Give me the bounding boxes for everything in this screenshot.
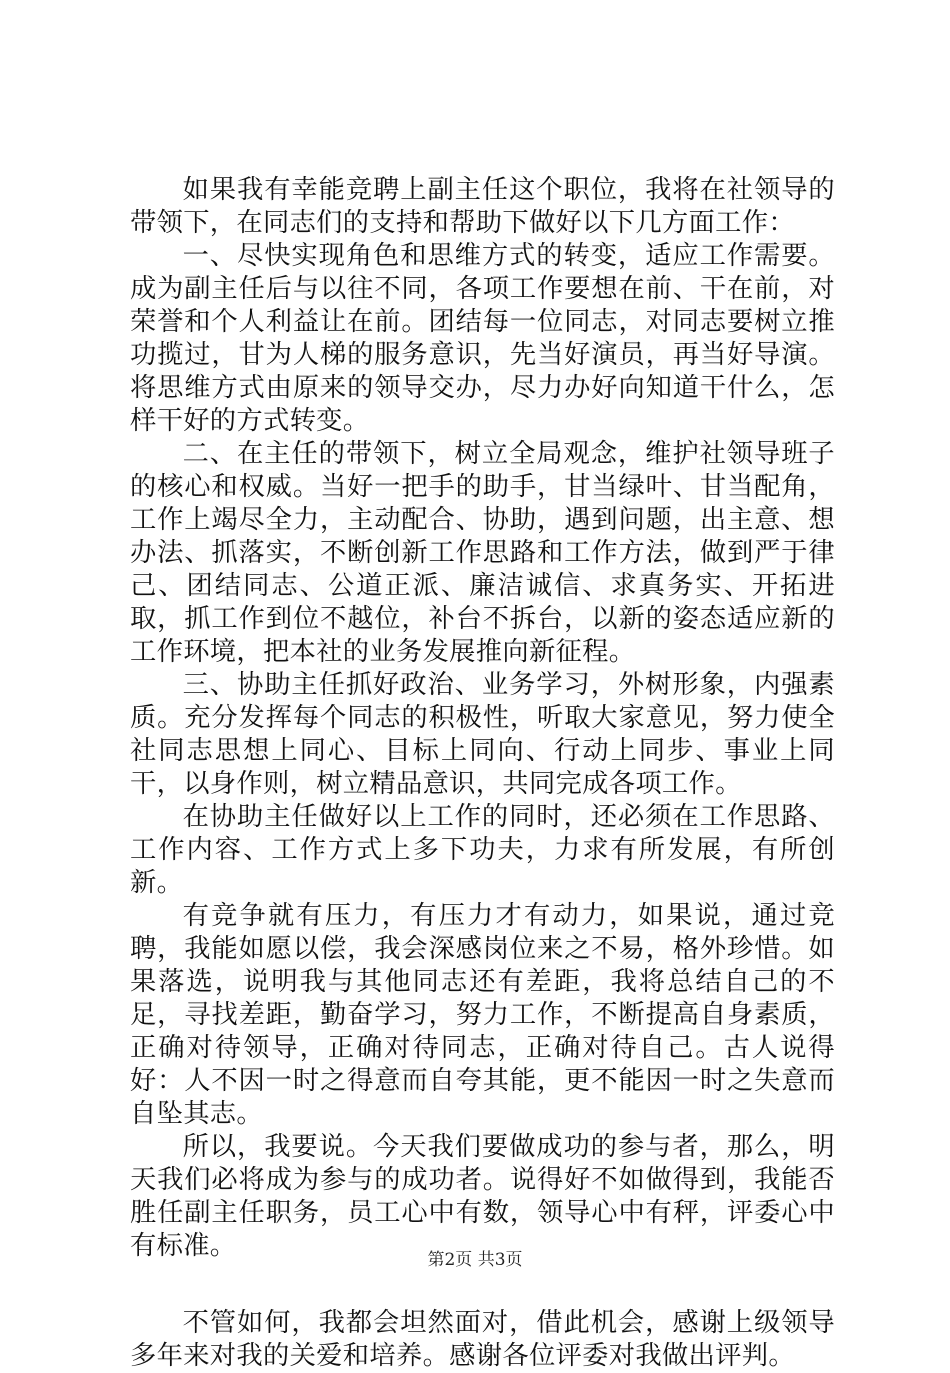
document-body (130, 174, 835, 1373)
page-number-footer: 第2页 共3页 (427, 1250, 523, 1270)
paragraph-point-three: 三、协助主任抓好政治、业务学习，外树形象，内强素质。充分发挥每个同志的积极性，听取大家意见，努力使全社同志思想上同心、目标上同向、行动上同步、事业上同干，以身作则，树立精品意识，共同完成各项工作。 (130, 670, 835, 799)
paragraph-point-one: 一、尽快实现角色和思维方式的转变，适应工作需要。成为副主任后与以往不同，各项工作要想在前、干在前，对荣誉和个人利益让在前。团结每一位同志，对同志要树立推功揽过，甘为人梯的服务意识，先当好演员，再当好导演。将思维方式由原来的领导交办，尽力办好向知道干什么，怎样干好的方式转变。 (130, 241, 835, 436)
paragraph-conclusion: 所以，我要说。今天我们要做成功的参与者，那么，明天我们必将成为参与的成功者。说得好不如做得到，我能否胜任副主任职务，员工心中有数，领导心中有秤，评委心中有标准。 (130, 1132, 835, 1261)
paragraph-competition: 有竞争就有压力，有压力才有动力，如果说，通过竞聘，我能如愿以偿，我会深感岗位来之不易，格外珍惜。如果落选，说明我与其他同志还有差距，我将总结自己的不足，寻找差距，勤奋学习，努力工作，不断提高自身素质，正确对待领导，正确对待同志，正确对待自己。古人说得好：人不因一时之得意而自夸其能，更不能因一时之失意而自坠其志。 (130, 901, 835, 1129)
paragraph-thanks: 不管如何，我都会坦然面对，借此机会，感谢上级领导多年来对我的关爱和培养。感谢各位评委对我做出评判。 (130, 1308, 835, 1371)
paragraph-point-two: 二、在主任的带领下，树立全局观念，维护社领导班子的核心和权威。当好一把手的助手，甘当绿叶、甘当配角，工作上竭尽全力，主动配合、协助，遇到问题，出主意、想办法、抓落实，不断创新工作思路和工作方法，做到严于律己、团结同志、公道正派、廉洁诚信、求真务实、开拓进取，抓工作到位不越位，补台不拆台，以新的姿态适应新的工作环境，把本社的业务发展推向新征程。 (130, 439, 835, 667)
paragraph-assist: 在协助主任做好以上工作的同时，还必须在工作思路、工作内容、工作方式上多下功夫，力求有所发展，有所创新。 (130, 802, 835, 898)
paragraph-intro: 如果我有幸能竞聘上副主任这个职位，我将在社领导的带领下，在同志们的支持和帮助下做好以下几方面工作： (130, 175, 835, 238)
